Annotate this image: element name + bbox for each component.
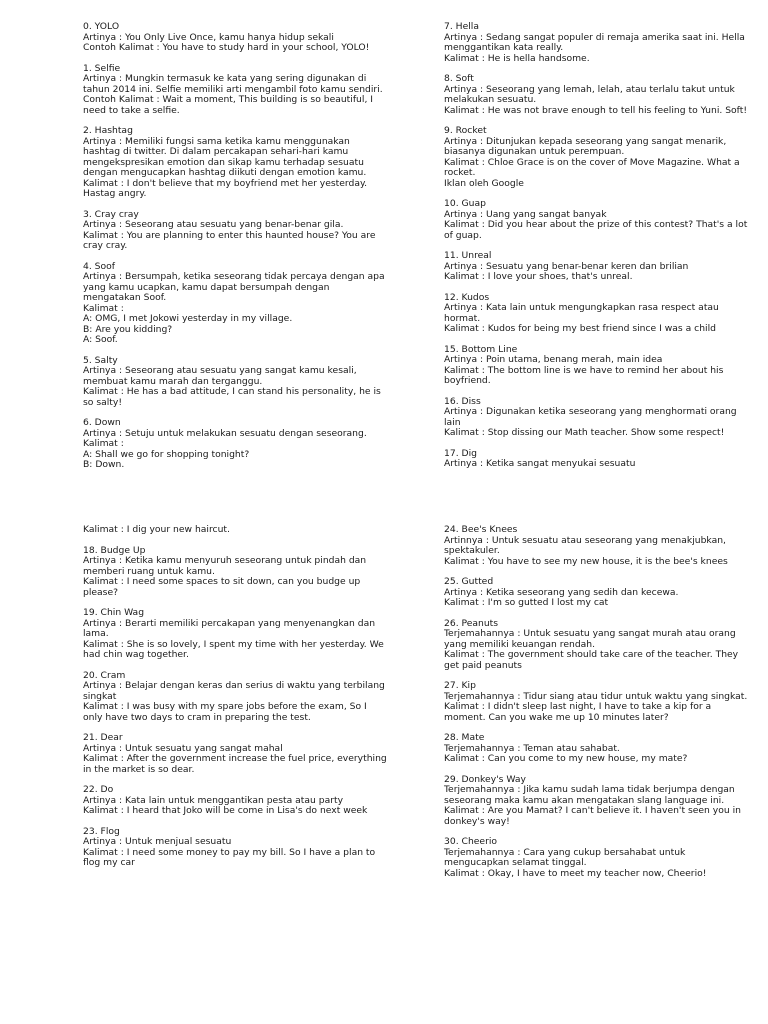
entry-line: Kalimat : I was busy with my spare jobs before the exam, So I only have two days to cram in preparing the test.	[83, 701, 367, 723]
slang-entry	[444, 22, 749, 64]
slang-entry	[83, 608, 388, 661]
entry-line: Terjemahannya : Cara yang cukup bersahabat untuk mengucapkan selamat tinggal.	[444, 846, 686, 868]
entry-title: 20. Cram	[83, 669, 126, 681]
entry-line: Kalimat : I dig your new haircut.	[83, 524, 230, 535]
entry-line: Kalimat : I need some money to pay my bill. So I have a plan to flog my car	[83, 846, 376, 868]
entry-line: Terjemahannya : Tidur siang atau tidur untuk waktu yang singkat.	[444, 690, 748, 702]
entry-line: Kalimat :	[83, 302, 124, 314]
entry-line: Artinya : Mungkin termasuk ke kata yang sering digunakan di tahun 2014 ini. Selfie memiliki arti mengambil foto kamu sendiri.	[83, 73, 383, 95]
entry-line: Contoh Kalimat : You have to study hard in your school, YOLO!	[83, 42, 370, 53]
entry-line: Artinya : Ketika seseorang yang sedih dan kecewa.	[444, 586, 679, 598]
entry-line: Kalimat : Chloe Grace is on the cover of Move Magazine. What a rocket.	[444, 156, 740, 178]
entry-line: Artinya : Kata lain untuk menggantikan pesta atau party	[83, 794, 344, 806]
entry-line: B: Down.	[83, 459, 125, 470]
slang-entry	[444, 251, 749, 283]
slang-entry	[83, 785, 388, 817]
entry-title: 16. Diss	[444, 395, 481, 407]
entry-title: 4. Soof	[83, 260, 115, 272]
slang-entry	[444, 397, 749, 439]
entry-line: Kalimat : You have to see my new house, it is the bee's knees	[444, 555, 728, 567]
entry-line: Artinya : Bersumpah, ketika seseorang tidak percaya dengan apa yang kamu ucapkan, kamu dapat bersumpah dengan mengatakan Soof.	[83, 271, 385, 303]
entry-line: Terjemahannya : Untuk sesuatu yang sangat murah atau orang yang memiliki keuangan rendah.	[444, 628, 736, 650]
slang-entry	[444, 449, 749, 470]
entry-line: Artinya : Untuk menjual sesuatu	[83, 836, 232, 847]
slang-entry	[444, 837, 749, 879]
entry-line: Artinya : Ditunjukan kepada seseorang yang sangat menarik, biasanya digunakan untuk perempuan.	[444, 135, 727, 157]
entry-line: Artinya : Seseorang atau sesuatu yang sangat kamu kesali, membuat kamu marah dan terganggu.	[83, 365, 357, 387]
entry-title: 17. Dig	[444, 447, 477, 459]
slang-entry	[83, 126, 388, 200]
slang-entry	[444, 199, 749, 241]
entry-title: 7. Hella	[444, 21, 479, 32]
slang-entry	[444, 681, 749, 723]
entry-title: 0. YOLO	[83, 21, 120, 32]
entry-title: 19. Chin Wag	[83, 607, 145, 618]
entry-line: Artinya : Uang yang sangat banyak	[444, 208, 607, 220]
entry-title: 8. Soft	[444, 73, 474, 84]
entry-line: Kalimat : I'm so gutted I lost my cat	[444, 597, 609, 608]
entry-line: Artinya : Berarti memiliki percakapan yang menyenangkan dan lama.	[83, 617, 376, 639]
entry-title: 6. Down	[83, 417, 121, 428]
entry-line: Kalimat : I heard that Joko will be come in Lisa's do next week	[83, 805, 368, 816]
entry-line: Kalimat : You are planning to enter this haunted house? You are cray cray.	[83, 229, 376, 251]
entry-line: Artinnya : Untuk sesuatu atau seseorang yang menakjubkan, spektakuler.	[444, 534, 726, 556]
entry-line: A: Shall we go for shopping tonight?	[83, 448, 250, 460]
entry-title: 9. Rocket	[444, 125, 487, 136]
entry-line: Iklan oleh Google	[444, 177, 524, 189]
entry-title: 30. Cheerio	[444, 836, 498, 847]
entry-line: Terjemahannya : Jika kamu sudah lama tidak berjumpa dengan seseorang maka kamu akan mengatakan slang language ini.	[444, 784, 735, 806]
entry-title: 3. Cray cray	[83, 208, 139, 220]
slang-entry	[444, 577, 749, 609]
slang-entry	[444, 74, 749, 116]
entry-title: 21. Dear	[83, 732, 123, 743]
entry-line: Kalimat : I love your shoes, that's unreal.	[444, 271, 633, 282]
column-2	[444, 22, 749, 480]
entry-line: Kalimat : She is so lovely, I spent my time with her yesterday. We had chin wag together.	[83, 638, 384, 660]
slang-entry	[83, 262, 388, 346]
entry-title: 27. Kip	[444, 680, 476, 691]
entry-title: 12. Kudos	[444, 291, 490, 303]
entry-title: 5. Salty	[83, 354, 118, 366]
entry-line: Kalimat : The bottom line is we have to remind her about his boyfriend.	[444, 364, 724, 386]
entry-line: Kalimat : Stop dissing our Math teacher. Show some respect!	[444, 427, 725, 438]
slang-entry	[83, 418, 388, 471]
entry-line: Kalimat : Are you Mamat? I can't believe it. I haven't seen you in donkey's way!	[444, 805, 741, 827]
slang-entry	[444, 775, 749, 828]
entry-line: Artinya : Digunakan ketika seseorang yang menghormati orang lain	[444, 406, 737, 428]
entry-title: 29. Donkey's Way	[444, 773, 526, 785]
slang-entry	[83, 546, 388, 599]
entry-title: 18. Budge Up	[83, 544, 146, 556]
entry-line: Artinya : Ketika kamu menyuruh seseorang untuk pindah dan memberi ruang untuk kamu.	[83, 555, 367, 577]
entry-title: 10. Guap	[444, 198, 486, 209]
entry-line: Artinya : Seseorang atau sesuatu yang benar-benar gila.	[83, 219, 344, 230]
entry-line: Artinya : Belajar dengan keras dan serius di waktu yang terbilang singkat	[83, 680, 385, 702]
entry-line: B: Are you kidding?	[83, 323, 173, 335]
entry-title: 2. Hashtag	[83, 125, 133, 136]
entry-line: Artinya : Sedang sangat populer di remaja amerika saat ini. Hella menggantikan kata really.	[444, 31, 745, 53]
entry-title: 24. Bee's Knees	[444, 524, 518, 535]
slang-entry	[83, 827, 388, 869]
entry-line: Kalimat : The government should take care of the teacher. They get paid peanuts	[444, 649, 739, 671]
slang-entry	[83, 733, 388, 775]
entry-line: Artinya : Poin utama, benang merah, main idea	[444, 354, 663, 365]
column-3	[83, 525, 388, 879]
column-4	[444, 525, 749, 889]
entry-line: Kalimat : After the government increase the fuel price, everything in the market is so dear.	[83, 753, 387, 775]
entry-line: Terjemahannya : Teman atau sahabat.	[444, 742, 620, 754]
entry-line: Artinya : Ketika sangat menyukai sesuatu	[444, 458, 636, 469]
slang-entry	[444, 733, 749, 765]
entry-line: Kalimat : Did you hear about the prize of this contest? That's a lot of guap.	[444, 219, 748, 241]
entry-line: Kalimat : Kudos for being my best friend since I was a child	[444, 323, 716, 334]
slang-entry	[83, 356, 388, 409]
entry-title: 25. Gutted	[444, 576, 494, 587]
entry-line: Contoh Kalimat : Wait a moment, This building is so beautiful, I need to take a selfie.	[83, 94, 373, 116]
slang-entry	[83, 64, 388, 117]
slang-entry	[83, 22, 388, 54]
entry-title: 23. Flog	[83, 825, 120, 837]
slang-entry	[444, 293, 749, 335]
entry-line: Artinya : Memiliki fungsi sama ketika kamu menggunakan hashtag di twitter. Di dalam percakapan sehari-hari kamu mengekspresikan emotion dan sikap kamu terhadap sesuatu dengan mengucapkan hashtag diikuti dengan emotion kamu.	[83, 135, 367, 178]
entry-line: Artinya : You Only Live Once, kamu hanya hidup sekali	[83, 31, 334, 43]
entry-line: Artinya : Setuju untuk melakukan sesuatu dengan seseorang.	[83, 427, 367, 439]
slang-entry	[83, 210, 388, 252]
entry-line: Kalimat : I don't believe that my boyfriend met her yesterday. Hastag angry.	[83, 177, 368, 199]
entry-title: 28. Mate	[444, 732, 485, 743]
entry-title: 1. Selfie	[83, 62, 121, 74]
slang-entry	[444, 619, 749, 672]
entry-line: Artinya : Sesuatu yang benar-benar keren dan brilian	[444, 260, 689, 272]
column-1	[83, 22, 388, 481]
entry-line: Kalimat : I need some spaces to sit down, can you budge up please?	[83, 576, 361, 598]
entry-line: Kalimat : He has a bad attitude, I can stand his personality, he is so salty!	[83, 386, 381, 408]
slang-entry	[83, 671, 388, 724]
entry-line: Kalimat : Can you come to my new house, my mate?	[444, 753, 688, 764]
slang-entry	[444, 525, 749, 567]
slang-entry	[83, 525, 388, 536]
entry-title: 15. Bottom Line	[444, 343, 518, 355]
entry-line: Kalimat : I didn't sleep last night, I have to take a kip for a moment. Can you wake me up 10 minutes later?	[444, 701, 712, 723]
slang-entry	[444, 345, 749, 387]
entry-line: Artinya : Untuk sesuatu yang sangat mahal	[83, 742, 283, 754]
entry-line: Artinya : Seseorang yang lemah, lelah, atau terlalu takut untuk melakukan sesuatu.	[444, 83, 735, 105]
slang-entry	[444, 126, 749, 189]
entry-title: 22. Do	[83, 784, 114, 795]
entry-title: 11. Unreal	[444, 250, 492, 261]
entry-line: Kalimat : He is hella handsome.	[444, 52, 590, 64]
entry-title: 26. Peanuts	[444, 617, 499, 629]
entry-line: A: Soof.	[83, 334, 118, 345]
entry-line: Kalimat :	[83, 438, 124, 449]
entry-line: Artinya : Kata lain untuk mengungkapkan rasa respect atau hormat.	[444, 302, 719, 324]
entry-line: Kalimat : He was not brave enough to tell his feeling to Yuni. Soft!	[444, 104, 748, 116]
entry-line: A: OMG, I met Jokowi yesterday in my village.	[83, 313, 293, 324]
entry-line: Kalimat : Okay, I have to meet my teacher now, Cheerio!	[444, 867, 707, 879]
